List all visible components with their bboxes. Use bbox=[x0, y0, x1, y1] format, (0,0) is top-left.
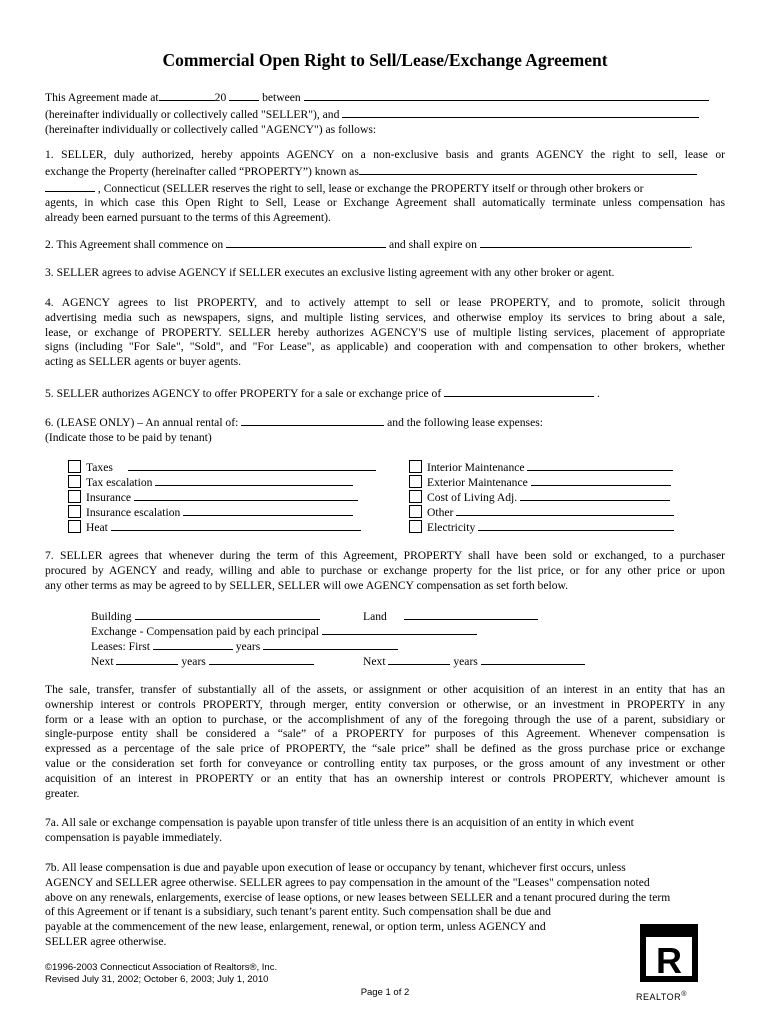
checkbox[interactable] bbox=[68, 475, 81, 488]
intro-line-3: (hereinafter individually or collectively called "AGENCY") as follows: bbox=[45, 122, 377, 136]
checkbox[interactable] bbox=[409, 460, 422, 473]
intro-line-1: This Agreement made at 20 between bbox=[45, 89, 725, 106]
comp-land-row: Land bbox=[363, 608, 538, 625]
expire-date-blank[interactable] bbox=[480, 236, 690, 248]
checkbox[interactable] bbox=[409, 475, 422, 488]
agency-name-blank[interactable] bbox=[342, 106, 699, 118]
paragraph-2: 2. This Agreement shall commence on and shall expire on . bbox=[45, 238, 693, 251]
transfer-paragraph: The sale, transfer, transfer of substantially all of the assets, or assignment or other acquisition of an interest in an entity that has an ownership interest or controls PROPERTY, through merger, entity conversion or otherwise, or an investment in PROPERTY in any form or a lease with an option to purchase, or the accomplishment of any of the foregoing through the use of a parent, subsidiary or single-purpose entity shall be considered a “sale” of a PROPERTY for purposes of this Agreement. Whenever compensation is expressed as a percentage of the sale price of PROPERTY, the “sale price” shall be defined as the gross purchase price or exchange value or the consideration set forth for conveyance or controlling entity tax purposes, or the gross amount of any investment or other acquisition of an interest in PROPERTY or an entity that has an ownership interest or controls PROPERTY, whichever amount is greater. bbox=[45, 683, 725, 800]
expense-row: Other bbox=[409, 504, 674, 519]
first-comp-blank[interactable] bbox=[153, 638, 233, 650]
checkbox[interactable] bbox=[409, 520, 422, 533]
comp-next-row-2: Next years bbox=[363, 653, 585, 670]
paragraph-7: 7. SELLER agrees that whenever during the term of this Agreement, PROPERTY shall have been sold or exchanged, to a purchaser procured by AGENCY and ready, willing and able to purchase or exchange property for the list price, or for any other price or upon any other terms as may be agreed to by SELLER, SELLER will owe AGENCY compensation as set forth below. bbox=[45, 549, 725, 592]
comp-next-row-1: Next years bbox=[91, 653, 314, 670]
comp-building-row: Building bbox=[91, 608, 320, 625]
property-blank[interactable] bbox=[359, 163, 697, 175]
revised-line: Revised July 31, 2002; October 6, 2003; July 1, 2010 bbox=[45, 974, 269, 985]
page-number: Page 1 of 2 bbox=[360, 987, 410, 998]
commence-date-blank[interactable] bbox=[226, 236, 386, 248]
expense-row: Cost of Living Adj. bbox=[409, 489, 670, 504]
checkbox[interactable] bbox=[68, 460, 81, 473]
paragraph-5: 5. SELLER authorizes AGENCY to offer PROPERTY for a sale or exchange price of . bbox=[45, 387, 600, 400]
expense-row: Electricity bbox=[409, 519, 674, 534]
exchange-blank[interactable] bbox=[322, 623, 477, 635]
paragraph-7a: 7a. All sale or exchange compensation is payable upon transfer of title unless there is an acquisition of an entity in which event compensation is payable immediately. bbox=[45, 816, 634, 844]
seller-name-blank[interactable] bbox=[304, 89, 709, 101]
footer bbox=[45, 962, 277, 986]
expense-row: Insurance bbox=[68, 489, 358, 504]
intro-line-2: (hereinafter individually or collectively called "SELLER"), and bbox=[45, 106, 725, 123]
comp-leases-first-row: Leases: First years bbox=[91, 638, 398, 655]
realtor-logo-icon bbox=[640, 924, 698, 982]
expense-row: Tax escalation bbox=[68, 474, 353, 489]
checkbox[interactable] bbox=[68, 505, 81, 518]
checkbox[interactable] bbox=[409, 490, 422, 503]
year-blank[interactable] bbox=[229, 89, 259, 101]
paragraph-1: 1. SELLER, duly authorized, hereby appoints AGENCY on a non-exclusive basis and grants AGENCY the right to sell, lease or exchange the Property (hereinafter called “PROPERTY”) known as , Connecticut (SELLER reserves the right to sell, lease or exchange the PROPERTY itself or through other brokers or agents, in which case this Open Right to Sell, Lease or Exchange Agreement shall automatically terminate unless compensation has already been earned pursuant to the terms of this Agreement). bbox=[45, 148, 725, 225]
paragraph-7b: 7b. All lease compensation is due and payable upon execution of lease or occupancy by tenant, whichever first occurs, unless AGENCY and SELLER agree otherwise. SELLER agrees to pay compensation in the amount of the "Leases" compensation noted above on any renewals, enlargements, exercise of lease options, or new leases between SELLER and a tenant procured during the term of this Agreement or if tenant is a subsidiary, such tenant’s parent entity. Such compensation shall be due and payable at the commencement of the new lease, enlargement, renewal, or option term, unless AGENCY and SELLER agree otherwise. bbox=[45, 861, 671, 948]
paragraph-4: 4. AGENCY agrees to list PROPERTY, and to actively attempt to sell or lease PROPERTY, and to promote, solicit through advertising media such as newspapers, signs, and multiple listing services, and otherwise employ its services to bring about a sale, lease, or exchange of PROPERTY. SELLER hereby authorizes AGENCY'S use of multiple listing services, placement of appropriate signs (including "For Sale", "Sold", and "For Lease", as applicable) and cooperation with and compensation to other brokers, whether acting as SELLER agents or buyer agents. bbox=[45, 296, 725, 369]
expense-row: Heat bbox=[68, 519, 361, 534]
expense-row: Interior Maintenance bbox=[409, 459, 673, 474]
realtor-wordmark: REALTOR® bbox=[636, 991, 687, 1002]
paragraph-3: 3. SELLER agrees to advise AGENCY if SELLER executes an exclusive listing agreement with any other broker or agent. bbox=[45, 266, 615, 279]
first-years-blank[interactable] bbox=[263, 638, 398, 650]
checkbox[interactable] bbox=[68, 520, 81, 533]
land-blank[interactable] bbox=[404, 608, 538, 620]
place-blank[interactable] bbox=[159, 89, 215, 101]
annual-rental-blank[interactable] bbox=[241, 414, 384, 426]
paragraph-6: 6. (LEASE ONLY) – An annual rental of: and the following lease expenses: (Indicate those to be paid by tenant) bbox=[45, 416, 543, 444]
comp-exchange-row: Exchange - Compensation paid by each principal bbox=[91, 623, 477, 640]
checkbox[interactable] bbox=[68, 490, 81, 503]
checkbox[interactable] bbox=[409, 505, 422, 518]
expense-row: Taxes bbox=[68, 459, 376, 474]
town-blank[interactable] bbox=[45, 180, 95, 192]
expense-row: Exterior Maintenance bbox=[409, 474, 671, 489]
realtor-logo-letter: R bbox=[656, 940, 682, 981]
intro-block bbox=[45, 89, 725, 137]
building-blank[interactable] bbox=[135, 608, 320, 620]
sale-price-blank[interactable] bbox=[444, 385, 594, 397]
expense-row: Insurance escalation bbox=[68, 504, 353, 519]
document-title: Commercial Open Right to Sell/Lease/Exchange Agreement bbox=[162, 50, 608, 70]
copyright-line: ©1996-2003 Connecticut Association of Realtors®, Inc. bbox=[45, 962, 278, 973]
